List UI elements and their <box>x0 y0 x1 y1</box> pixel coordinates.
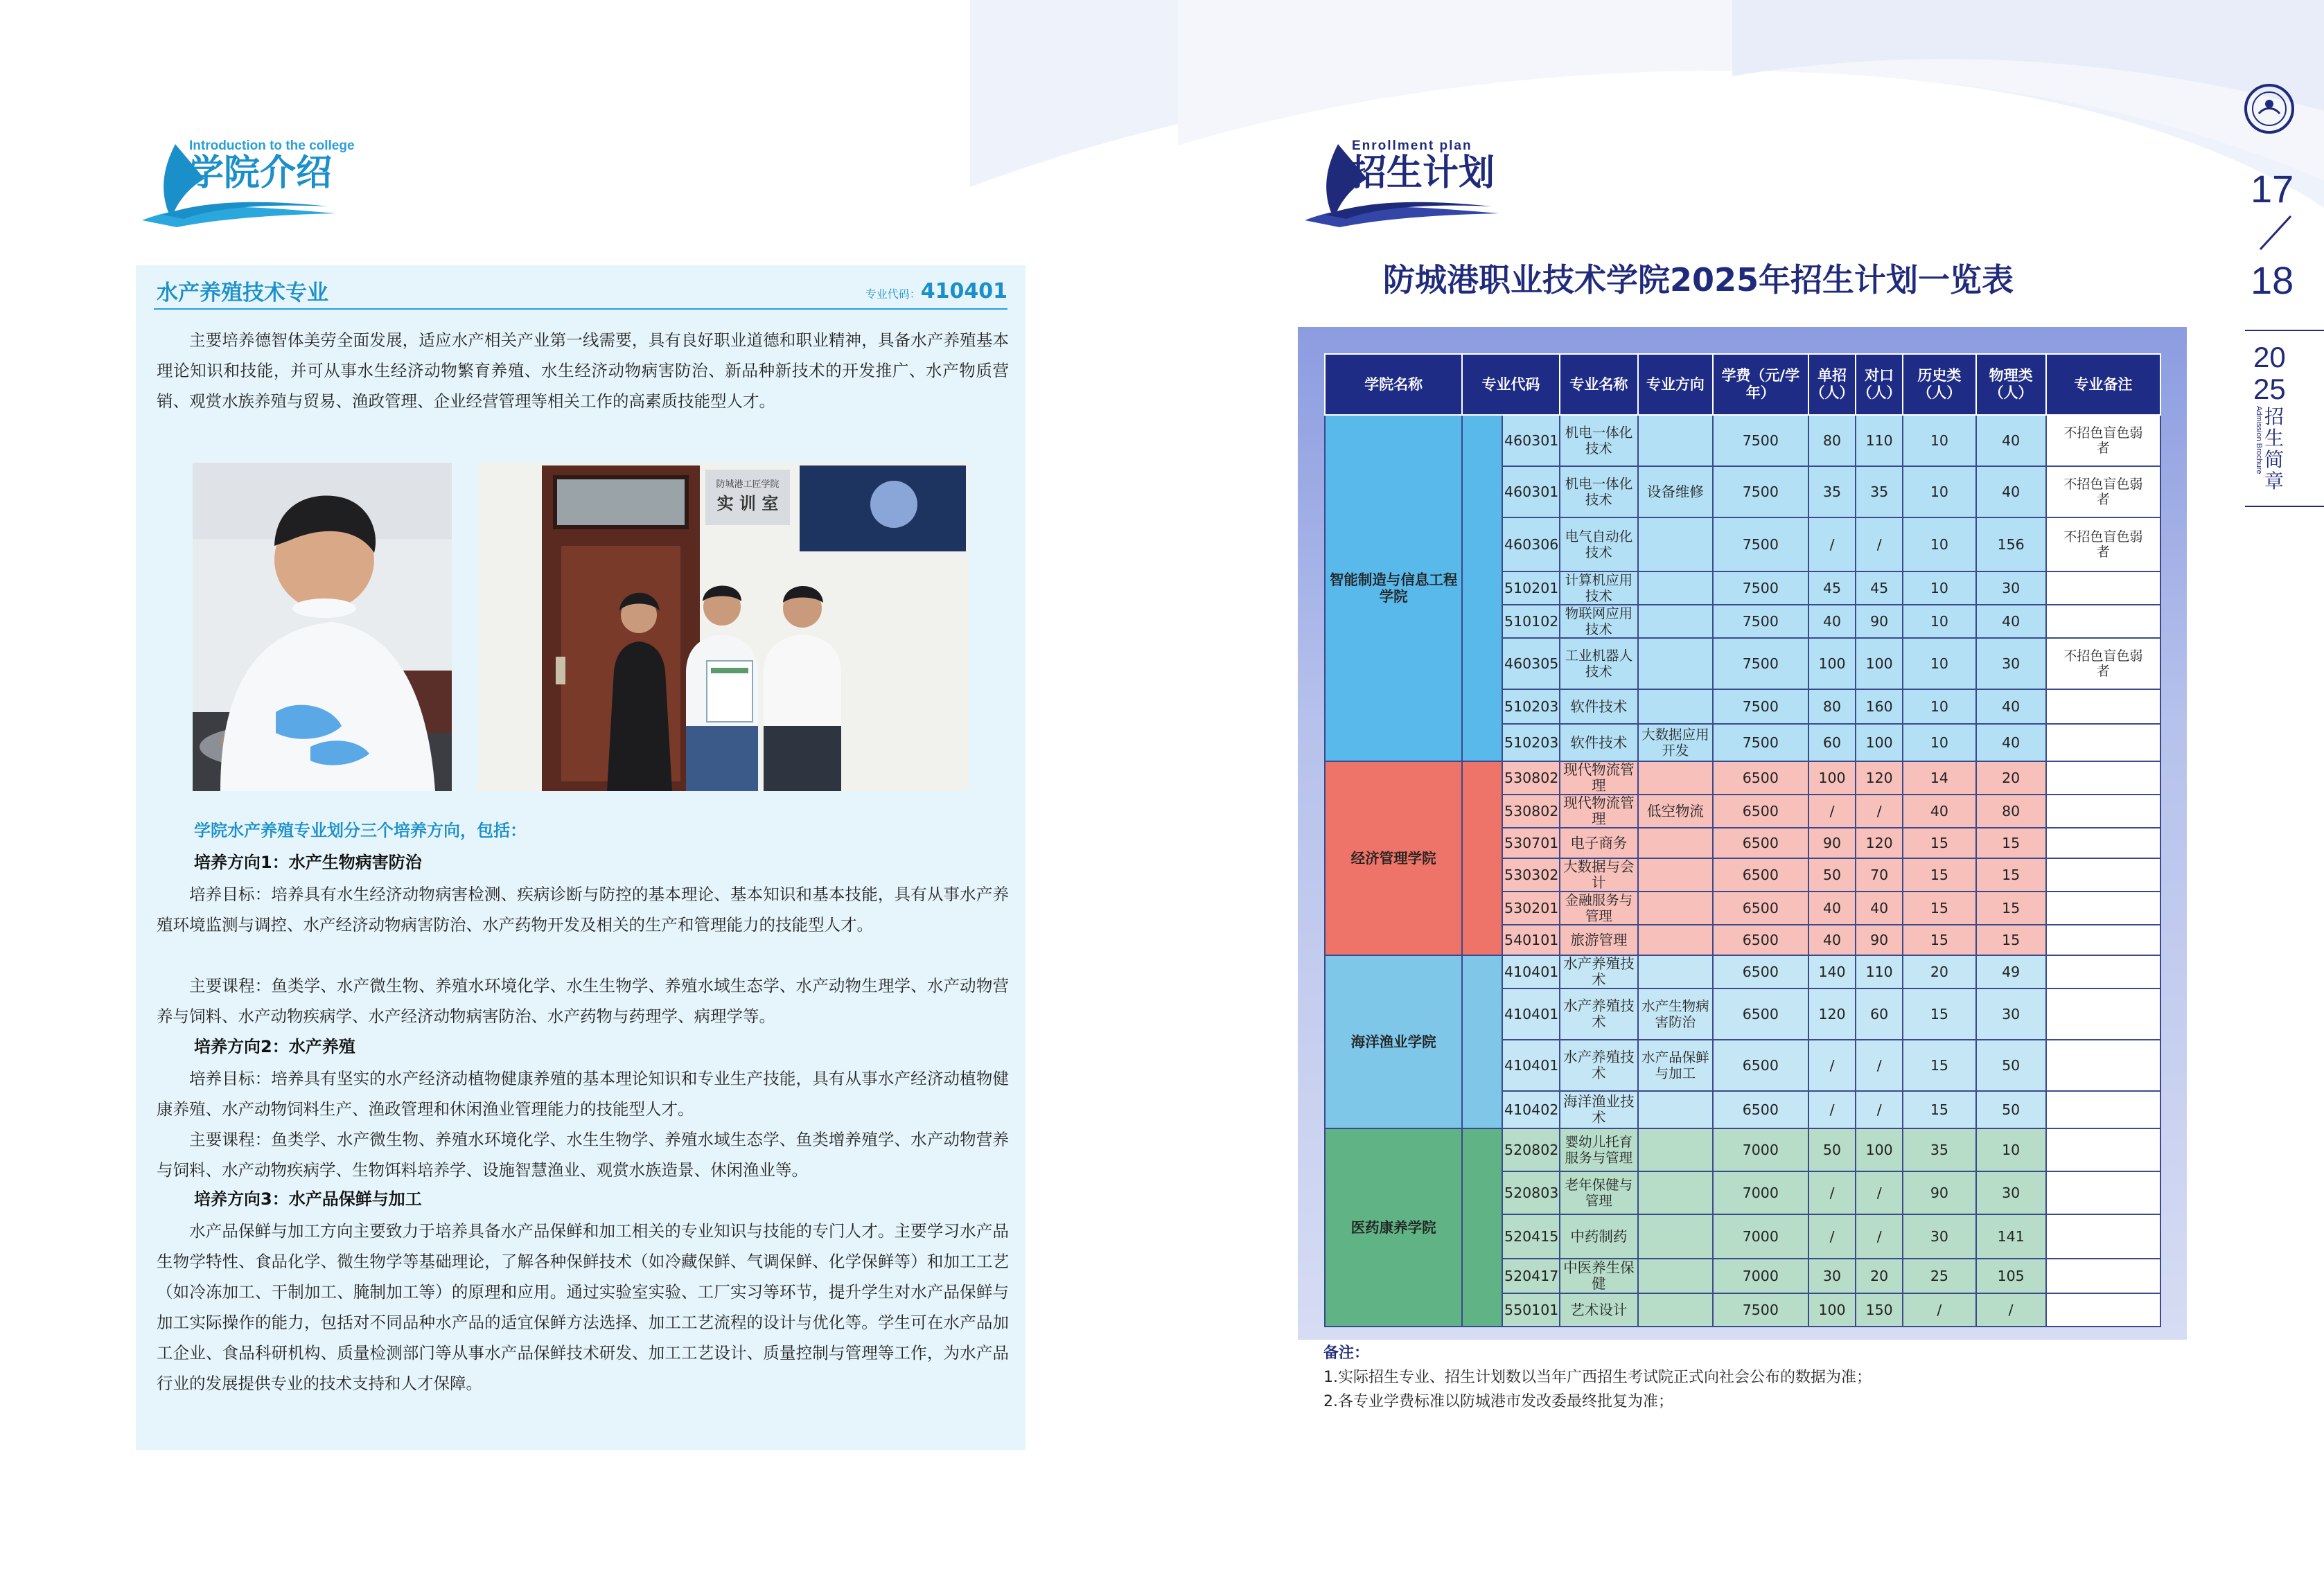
single-cell: 100 <box>1808 638 1856 689</box>
tuition-cell: 6500 <box>1713 988 1808 1040</box>
history-cell: 35 <box>1903 1128 1975 1171</box>
direction-cell <box>1638 1259 1712 1293</box>
direction-cell <box>1638 415 1712 466</box>
single-cell: / <box>1808 1091 1856 1128</box>
remark-cell <box>2046 1040 2160 1091</box>
page-number-bottom: 18 <box>2251 258 2294 302</box>
tuition-cell: 6500 <box>1713 858 1808 892</box>
counterpart-cell: 110 <box>1856 415 1903 466</box>
single-cell: 60 <box>1808 724 1856 761</box>
note-2: 2.各专业学费标准以防城港市发改委最终批复为准； <box>1323 1393 1673 1410</box>
header-direction: 专业方向 <box>1638 354 1712 415</box>
code-cell: 530201 <box>1502 892 1560 925</box>
physics-cell: 50 <box>1976 1091 2046 1128</box>
remark-cell <box>2046 858 2160 892</box>
single-cell: / <box>1808 795 1856 828</box>
counterpart-cell: / <box>1856 1171 1903 1214</box>
single-cell: / <box>1808 517 1856 571</box>
major-cell: 机电一体化技术 <box>1560 466 1639 517</box>
code-cell: 410401 <box>1502 1040 1560 1091</box>
college-name-cell: 经济管理学院 <box>1325 761 1462 955</box>
table-header-row <box>1325 354 2160 415</box>
single-cell: / <box>1808 1040 1856 1091</box>
counterpart-cell: 110 <box>1856 955 1903 988</box>
history-cell: 10 <box>1903 415 1975 466</box>
code-cell: 410402 <box>1502 1091 1560 1128</box>
direction-2-courses: 主要课程：鱼类学、水产微生物、养殖水环境化学、水生生物学、养殖水域生态学、鱼类增养殖学、水产动物营养与饲料、水产动物疾病学、生物饵料培养学、设施智慧渔业、观赏水族造景、休闲渔业等。 <box>157 1130 1009 1180</box>
history-cell: 15 <box>1903 858 1975 892</box>
direction-2-goal: 培养目标：培养具有坚实的水产经济动植物健康养殖的基本理论知识和专业生产技能，具有从事水产经济动植物健康养殖、水产动物饲料生产、渔政管理和休闲渔业管理能力的技能型人才。 <box>157 1069 1009 1119</box>
training-room-sign <box>707 471 789 524</box>
code-cell: 460301 <box>1502 415 1560 466</box>
remark-cell <box>2046 1091 2160 1128</box>
tuition-cell: 6500 <box>1713 955 1808 988</box>
code-cell: 520802 <box>1502 1128 1560 1171</box>
tuition-cell: 7500 <box>1713 415 1808 466</box>
header-physics: 物理类（人） <box>1976 354 2046 415</box>
direction-cell <box>1638 1091 1712 1128</box>
single-cell: 100 <box>1808 761 1856 795</box>
header-code: 专业代码 <box>1462 354 1559 415</box>
single-cell: 50 <box>1808 858 1856 892</box>
college-name-cell: 智能制造与信息工程学院 <box>1325 415 1462 761</box>
major-cell: 海洋渔业技术 <box>1560 1091 1639 1128</box>
counterpart-cell: / <box>1856 1040 1903 1091</box>
code-cell: 460305 <box>1502 638 1560 689</box>
side-zh-char: 招 <box>2264 405 2284 428</box>
tuition-cell: 7500 <box>1713 689 1808 724</box>
major-code-label: 专业代码： <box>865 287 921 301</box>
major-cell: 大数据与会计 <box>1560 858 1639 892</box>
physics-cell: 15 <box>1976 828 2046 858</box>
single-cell: 90 <box>1808 828 1856 858</box>
tuition-cell: 6500 <box>1713 1091 1808 1128</box>
header-tuition: 学费（元/学年） <box>1713 354 1808 415</box>
tuition-cell: 6500 <box>1713 828 1808 858</box>
code-cell: 460301 <box>1502 466 1560 517</box>
direction-3-title: 培养方向3：水产品保鲜与加工 <box>194 1189 422 1209</box>
college-color-band <box>1462 955 1502 1128</box>
single-cell: 40 <box>1808 892 1856 925</box>
counterpart-cell: / <box>1856 1091 1903 1128</box>
major-cell: 机电一体化技术 <box>1560 415 1639 466</box>
physics-cell: 50 <box>1976 1040 2046 1091</box>
direction-cell <box>1638 955 1712 988</box>
table-row <box>1325 761 2160 795</box>
single-cell: 50 <box>1808 1128 1856 1171</box>
notes <box>1323 1341 1872 1414</box>
major-cell: 工业机器人技术 <box>1560 638 1639 689</box>
major-cell: 水产养殖技术 <box>1560 988 1639 1040</box>
physics-cell: / <box>1976 1293 2046 1327</box>
history-cell: 10 <box>1903 689 1975 724</box>
direction-2-title: 培养方向2：水产养殖 <box>194 1037 355 1056</box>
remark-cell: 不招色盲色弱者 <box>2046 517 2160 571</box>
remark-cell <box>2046 571 2160 605</box>
tuition-cell: 7500 <box>1713 605 1808 638</box>
history-cell: 15 <box>1903 1091 1975 1128</box>
direction-cell <box>1638 1128 1712 1171</box>
code-cell: 460306 <box>1502 517 1560 571</box>
table-row <box>1325 1128 2160 1171</box>
direction-cell: 低空物流 <box>1638 795 1712 828</box>
history-cell: 15 <box>1903 988 1975 1040</box>
remark-cell <box>2046 955 2160 988</box>
physics-cell: 40 <box>1976 689 2046 724</box>
code-cell: 510203 <box>1502 724 1560 761</box>
enrollment-plan-table <box>1324 353 2161 1327</box>
direction-cell <box>1638 571 1712 605</box>
counterpart-cell: 70 <box>1856 858 1903 892</box>
remark-cell <box>2046 605 2160 638</box>
code-cell: 410401 <box>1502 955 1560 988</box>
history-cell: 10 <box>1903 466 1975 517</box>
tuition-cell: 7000 <box>1713 1171 1808 1214</box>
single-cell: 140 <box>1808 955 1856 988</box>
remark-cell <box>2046 1171 2160 1214</box>
title-divider <box>154 308 1007 310</box>
tuition-cell: 7500 <box>1713 466 1808 517</box>
single-cell: 80 <box>1808 415 1856 466</box>
history-cell: 90 <box>1903 1171 1975 1214</box>
remark-cell <box>2046 689 2160 724</box>
code-cell: 530802 <box>1502 795 1560 828</box>
side-brochure-en: Admission Brochure <box>2255 406 2263 475</box>
counterpart-cell: / <box>1856 795 1903 828</box>
single-cell: 100 <box>1808 1293 1856 1327</box>
physics-cell: 49 <box>1976 955 2046 988</box>
header-major: 专业名称 <box>1560 354 1639 415</box>
physics-cell: 15 <box>1976 892 2046 925</box>
history-cell: / <box>1903 1293 1975 1327</box>
history-cell: 25 <box>1903 1259 1975 1293</box>
header-history: 历史类（人） <box>1903 354 1975 415</box>
code-cell: 410401 <box>1502 988 1560 1040</box>
physics-cell: 10 <box>1976 1128 2046 1171</box>
counterpart-cell: / <box>1856 517 1903 571</box>
table-body <box>1325 415 2160 1327</box>
header-remark: 专业备注 <box>2046 354 2160 415</box>
logo-english-text: Introduction to the college <box>189 139 355 153</box>
major-cell: 电子商务 <box>1560 828 1639 858</box>
physics-cell: 105 <box>1976 1259 2046 1293</box>
table-row <box>1325 955 2160 988</box>
direction-3-text: 水产品保鲜与加工方向主要致力于培养具备水产品保鲜和加工相关的专业知识与技能的专门人才。主要学习水产品生物学特性、食品化学、微生物学等基础理论，了解各种保鲜技术（如冷藏保鲜、气调保鲜、化学保鲜等）和加工工艺（如冷冻加工、干制加工、腌制加工等）的原理和应用。通过实验室实验、工厂实习等环节，提升学生对水产品保鲜与加工实际操作的能力，包括对不同品种水产品的适宜保鲜方法选择、加工工艺流程的设计与优化等。学生可在水产品加工企业、食品科研机构、质量检测部门等从事水产品保鲜技术研发、加工工艺设计、质量控制与管理等工作，为水产品行业的发展提供专业的技术支持和人才保障。 <box>157 1221 1009 1393</box>
logo-chinese-text: 学院介绍 <box>188 152 333 194</box>
remark-cell <box>2046 1259 2160 1293</box>
physics-cell: 15 <box>1976 858 2046 892</box>
notes-title: 备注： <box>1323 1345 1370 1362</box>
direction-cell <box>1638 858 1712 892</box>
direction-cell <box>1638 828 1712 858</box>
history-cell: 30 <box>1903 1214 1975 1259</box>
remark-cell <box>2046 988 2160 1040</box>
history-cell: 15 <box>1903 892 1975 925</box>
history-cell: 10 <box>1903 638 1975 689</box>
tuition-cell: 7500 <box>1713 724 1808 761</box>
history-cell: 20 <box>1903 955 1975 988</box>
counterpart-cell: 160 <box>1856 689 1903 724</box>
direction-cell <box>1638 1214 1712 1259</box>
physics-cell: 30 <box>1976 638 2046 689</box>
table-title: 防城港职业技术学院2025年招生计划一览表 <box>1383 261 2014 299</box>
code-cell: 550101 <box>1502 1293 1560 1327</box>
remark-cell <box>2046 761 2160 795</box>
single-cell: / <box>1808 1171 1856 1214</box>
tuition-cell: 7500 <box>1713 1293 1808 1327</box>
remark-cell <box>2046 925 2160 955</box>
history-cell: 40 <box>1903 795 1975 828</box>
counterpart-cell: 35 <box>1856 466 1903 517</box>
major-cell: 艺术设计 <box>1560 1293 1639 1327</box>
physics-cell: 40 <box>1976 605 2046 638</box>
remark-cell <box>2046 1128 2160 1171</box>
note-1: 1.实际招生专业、招生计划数以当年广西招生考试院正式向社会公布的数据为准； <box>1323 1369 1872 1386</box>
major-cell: 金融服务与管理 <box>1560 892 1639 925</box>
tuition-cell: 6500 <box>1713 925 1808 955</box>
side-zh-char: 章 <box>2264 470 2284 493</box>
direction-cell <box>1638 761 1712 795</box>
major-cell: 软件技术 <box>1560 689 1639 724</box>
major-cell: 中医养生保健 <box>1560 1259 1639 1293</box>
major-title: 水产养殖技术专业 <box>157 281 328 305</box>
tuition-cell: 7000 <box>1713 1214 1808 1259</box>
history-cell: 10 <box>1903 571 1975 605</box>
tuition-cell: 6500 <box>1713 761 1808 795</box>
history-cell: 14 <box>1903 761 1975 795</box>
counterpart-cell: 60 <box>1856 988 1903 1040</box>
direction-cell <box>1638 517 1712 571</box>
counterpart-cell: 40 <box>1856 892 1903 925</box>
college-color-band <box>1462 415 1502 761</box>
college-name-cell: 医药康养学院 <box>1325 1128 1462 1327</box>
counterpart-cell: 90 <box>1856 605 1903 638</box>
major-cell: 计算机应用技术 <box>1560 571 1639 605</box>
direction-cell <box>1638 1293 1712 1327</box>
counterpart-cell: 45 <box>1856 571 1903 605</box>
direction-cell <box>1638 1171 1712 1214</box>
history-cell: 15 <box>1903 1040 1975 1091</box>
history-cell: 15 <box>1903 925 1975 955</box>
header-single: 单招（人） <box>1808 354 1856 415</box>
single-cell: 40 <box>1808 925 1856 955</box>
college-color-band <box>1462 761 1502 955</box>
major-cell: 现代物流管理 <box>1560 761 1639 795</box>
major-cell: 软件技术 <box>1560 724 1639 761</box>
counterpart-cell: 120 <box>1856 761 1903 795</box>
counterpart-cell: 100 <box>1856 724 1903 761</box>
major-cell: 水产养殖技术 <box>1560 1040 1639 1091</box>
physics-cell: 40 <box>1976 415 2046 466</box>
counterpart-cell: 100 <box>1856 1128 1903 1171</box>
side-divider-bottom <box>2245 506 2324 507</box>
direction-cell <box>1638 689 1712 724</box>
tuition-cell: 7500 <box>1713 571 1808 605</box>
remark-cell <box>2046 724 2160 761</box>
college-color-band <box>1462 1128 1502 1327</box>
logo-english-text: Enrollment plan <box>1352 139 1472 153</box>
code-cell: 540101 <box>1502 925 1560 955</box>
code-cell: 520415 <box>1502 1214 1560 1259</box>
counterpart-cell: 150 <box>1856 1293 1903 1327</box>
major-code-value: 410401 <box>920 279 1007 303</box>
side-year-bottom: 25 <box>2253 373 2286 405</box>
code-cell: 520417 <box>1502 1259 1560 1293</box>
physics-cell: 30 <box>1976 1171 2046 1214</box>
single-cell: 80 <box>1808 689 1856 724</box>
major-cell: 电气自动化技术 <box>1560 517 1639 571</box>
direction-cell <box>1638 638 1712 689</box>
directions-lead: 学院水产养殖专业划分三个培养方向，包括： <box>194 821 527 840</box>
counterpart-cell: 100 <box>1856 638 1903 689</box>
direction-cell <box>1638 892 1712 925</box>
major-cell: 物联网应用技术 <box>1560 605 1639 638</box>
header-counterpart: 对口（人） <box>1856 354 1903 415</box>
major-intro-text: 主要培养德智体美劳全面发展，适应水产相关产业第一线需要，具有良好职业道德和职业精神，具备水产养殖基本理论知识和技能，并可从事水生经济动物繁育养殖、水生经济动物病害防治、新品种新技术的开发推广、水产物质营销、观赏水族养殖与贸易、渔政管理、企业经营管理等相关工作的高素质技能型人才。 <box>157 330 1009 411</box>
physics-cell: 156 <box>1976 517 2046 571</box>
history-cell: 10 <box>1903 517 1975 571</box>
training-room-sign-line2: 实 训 室 <box>716 494 779 513</box>
direction-cell <box>1638 605 1712 638</box>
tuition-cell: 7000 <box>1713 1128 1808 1171</box>
code-cell: 510102 <box>1502 605 1560 638</box>
section-logo-enrollment <box>1298 137 1506 227</box>
remark-cell <box>2046 828 2160 858</box>
code-cell: 530802 <box>1502 761 1560 795</box>
code-cell: 530302 <box>1502 858 1560 892</box>
direction-cell: 设备维修 <box>1638 466 1712 517</box>
photo-training-room-group <box>478 463 969 791</box>
counterpart-cell: 120 <box>1856 828 1903 858</box>
history-cell: 15 <box>1903 828 1975 858</box>
physics-cell: 30 <box>1976 571 2046 605</box>
direction-cell <box>1638 925 1712 955</box>
remark-cell: 不招色盲色弱者 <box>2046 466 2160 517</box>
tuition-cell: 6500 <box>1713 1040 1808 1091</box>
remark-cell <box>2046 1293 2160 1327</box>
tuition-cell: 7000 <box>1713 1259 1808 1293</box>
physics-cell: 141 <box>1976 1214 2046 1259</box>
direction-cell: 水产品保鲜与加工 <box>1638 1040 1712 1091</box>
table-row <box>1325 415 2160 466</box>
physics-cell: 80 <box>1976 795 2046 828</box>
major-cell: 现代物流管理 <box>1560 795 1639 828</box>
tuition-cell: 6500 <box>1713 795 1808 828</box>
direction-1-goal: 培养目标：培养具有水生经济动物病害检测、疾病诊断与防控的基本理论、基本知识和基本技能，具有从事水产养殖环境监测与调控、水产经济动物病害防治、水产药物开发及相关的生产和管理能力的技能型人才。 <box>157 885 1009 934</box>
side-zh-char: 生 <box>2264 427 2284 450</box>
college-name-cell: 海洋渔业学院 <box>1325 955 1462 1128</box>
tuition-cell: 7500 <box>1713 638 1808 689</box>
single-cell: 40 <box>1808 605 1856 638</box>
history-cell: 10 <box>1903 724 1975 761</box>
direction-1-title: 培养方向1：水产生物病害防治 <box>194 853 422 872</box>
tuition-cell: 6500 <box>1713 892 1808 925</box>
tuition-cell: 7500 <box>1713 517 1808 571</box>
major-cell: 水产养殖技术 <box>1560 955 1639 988</box>
direction-cell: 大数据应用开发 <box>1638 724 1712 761</box>
photo-lab-student <box>193 463 452 791</box>
remark-cell <box>2046 795 2160 828</box>
side-zh-char: 简 <box>2264 448 2284 471</box>
physics-cell: 15 <box>1976 925 2046 955</box>
physics-cell: 30 <box>1976 988 2046 1040</box>
counterpart-cell: 90 <box>1856 925 1903 955</box>
remark-cell: 不招色盲色弱者 <box>2046 638 2160 689</box>
code-cell: 510201 <box>1502 571 1560 605</box>
major-cell: 中药制药 <box>1560 1214 1639 1259</box>
physics-cell: 20 <box>1976 761 2046 795</box>
header-college: 学院名称 <box>1325 354 1462 415</box>
side-divider-top <box>2245 330 2324 331</box>
code-cell: 520803 <box>1502 1171 1560 1214</box>
major-cell: 婴幼儿托育服务与管理 <box>1560 1128 1639 1171</box>
remark-cell <box>2046 892 2160 925</box>
section-logo-intro <box>135 137 355 227</box>
single-cell: / <box>1808 1214 1856 1259</box>
major-cell: 旅游管理 <box>1560 925 1639 955</box>
code-cell: 510203 <box>1502 689 1560 724</box>
direction-1-courses: 主要课程：鱼类学、水产微生物、养殖水环境化学、水生生物学、养殖水域生态学、水产动物生理学、水产动物营养与饲料、水产动物疾病学、水产经济动物病害防治、水产药物与药理学、病理学等。 <box>157 976 1009 1026</box>
major-cell: 老年保健与管理 <box>1560 1171 1639 1214</box>
single-cell: 35 <box>1808 466 1856 517</box>
counterpart-cell: 20 <box>1856 1259 1903 1293</box>
page-slash-divider <box>2255 213 2296 252</box>
history-cell: 10 <box>1903 605 1975 638</box>
major-code <box>865 279 1007 303</box>
counterpart-cell: / <box>1856 1214 1903 1259</box>
college-emblem-icon <box>2244 83 2295 134</box>
logo-chinese-text: 招生计划 <box>1350 152 1495 194</box>
single-cell: 30 <box>1808 1259 1856 1293</box>
single-cell: 45 <box>1808 571 1856 605</box>
side-year-top: 20 <box>2253 341 2286 373</box>
major-intro-panel <box>136 265 1025 1450</box>
training-room-sign-line1: 防城港工匠学院 <box>716 479 780 490</box>
remark-cell <box>2046 1214 2160 1259</box>
physics-cell: 40 <box>1976 724 2046 761</box>
single-cell: 120 <box>1808 988 1856 1040</box>
page-number-top: 17 <box>2251 167 2294 211</box>
code-cell: 530701 <box>1502 828 1560 858</box>
physics-cell: 40 <box>1976 466 2046 517</box>
side-brochure-zh <box>2263 406 2285 492</box>
direction-cell: 水产生物病害防治 <box>1638 988 1712 1040</box>
remark-cell: 不招色盲色弱者 <box>2046 415 2160 466</box>
